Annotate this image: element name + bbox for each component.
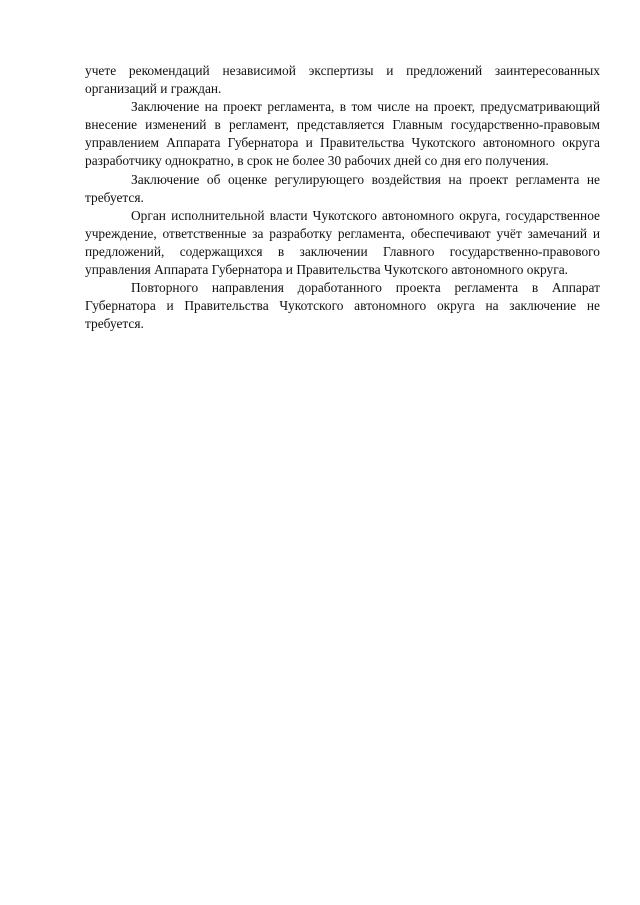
document-body (85, 62, 600, 333)
paragraph-continuation: учете рекомендаций независимой экспертизы и предложений заинтересованных организаций и граждан. (85, 63, 600, 97)
paragraph-executive-authority: Орган исполнительной власти Чукотского автономного округа, государственное учреждение, ответственные за разработку регламента, обеспечивают учёт замечаний и предложений, содержащихся в заключении Главного государственно-правового управления Аппарата Губернатора и Правительства Чукотского автономного округа. (85, 207, 600, 278)
paragraph-repeated-submission: Повторного направления доработанного проекта регламента в Аппарат Губернатора и Правительства Чукотского автономного округа на заключение не требуется. (85, 280, 600, 332)
paragraph-conclusion-on-draft: Заключение на проект регламента, в том числе на проект, предусматривающий внесение изменений в регламент, представляется Главным государственно-правовым управлением Аппарата Губернатора и Правительства Чукотского автономного округа разработчику однократно, в срок не более 30 рабочих дней со дня его получения. (85, 99, 600, 169)
paragraph-regulatory-impact: Заключение об оценке регулирующего воздействия на проект регламента не требуется. (85, 171, 600, 205)
